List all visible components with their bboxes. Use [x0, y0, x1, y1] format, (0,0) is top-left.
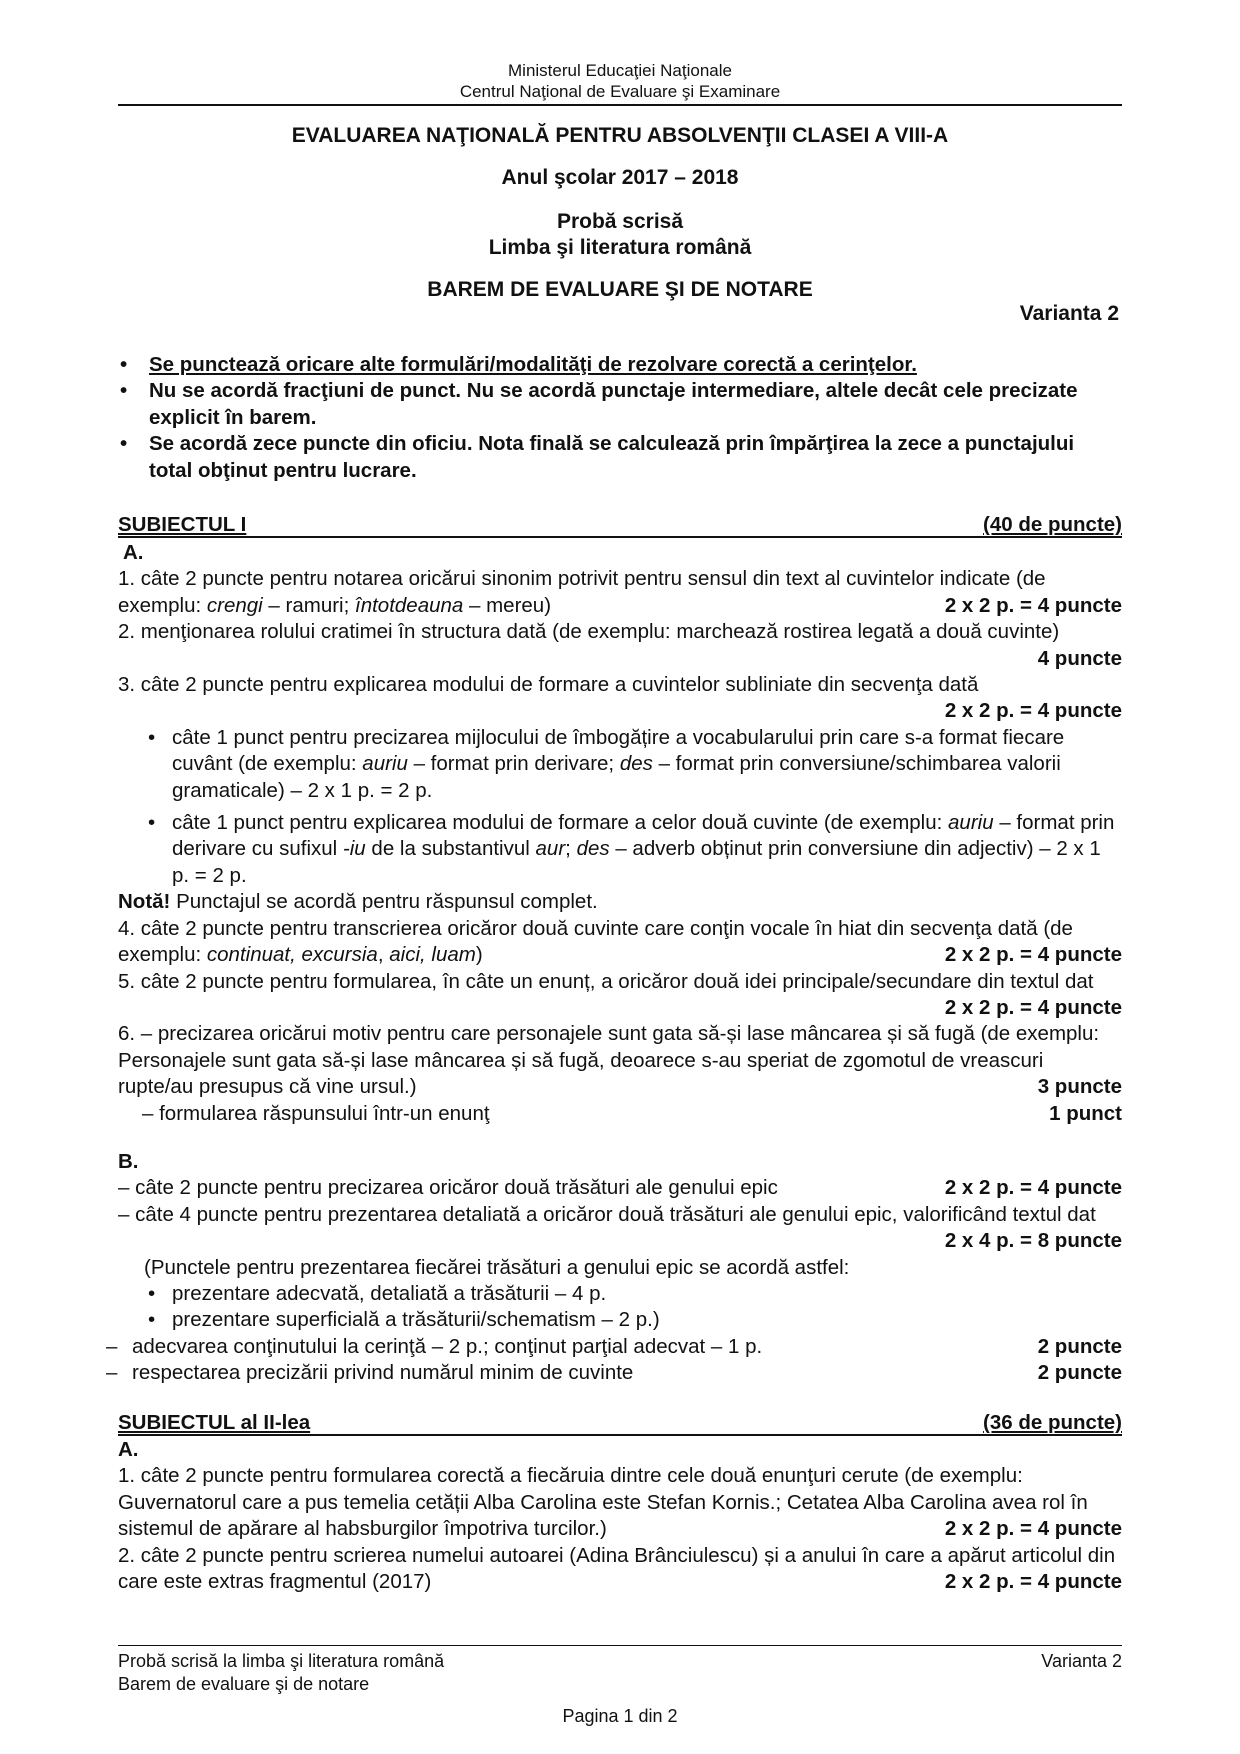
item-score: 2 x 2 p. = 4 puncte [944, 995, 1122, 1019]
part-b-item: – adecvarea conţinutului la cerinţă – 2 p.; conţinut parţial adecvat – 1 p. 2 puncte [106, 1334, 1122, 1360]
item-6: 6. – precizarea oricărui motiv pentru care personajele sunt gata să-și lase mâncarea și să fugă (de exemplu: Personajele sunt gata să-și lase mâncarea și să fugă, deoarece s-au speriat de zgomotul de vreascuri rupte/au presupus că vine ursul.) 3 puncte [118, 1021, 1122, 1100]
part-b-note-item: • prezentare adecvată, detaliată a trăsăturii – 4 p. [148, 1281, 607, 1305]
item-6b: – formularea răspunsului într-un enunţ 1 punct [118, 1101, 1122, 1127]
section-points: (40 de puncte) [983, 513, 1122, 536]
part-b-item: – respectarea precizării privind numărul minim de cuvinte 2 puncte [106, 1360, 1122, 1386]
ministry-name: Ministerul Educaţiei Naţionale [508, 61, 732, 80]
header-divider [118, 104, 1122, 106]
item-score: 3 puncte [1037, 1075, 1122, 1099]
footer-varianta: Varianta 2 [1041, 1651, 1122, 1671]
rule-item: • Nu se acordă fracţiuni de punct. Nu se acordă punctaje intermediare, altele decât cele precizate explicit în barem. [118, 378, 1122, 431]
part-b-label: B. [118, 1149, 139, 1173]
item-score: 2 puncte [1037, 1361, 1122, 1385]
item-score: 2 x 2 p. = 4 puncte [944, 699, 1122, 723]
part-b-note-item: • prezentare superficială a trăsăturii/schematism – 2 p.) [148, 1308, 660, 1332]
subject-label: Limba şi literatura română [488, 236, 752, 259]
nota: Notă! Punctajul se acordă pentru răspunsul complet. [118, 890, 598, 914]
item-score: 2 x 2 p. = 4 puncte [944, 943, 1122, 967]
rules-list [118, 352, 1122, 484]
footer-barem: Barem de evaluare şi de notare [118, 1674, 370, 1694]
center-name: Centrul Naţional de Evaluare şi Examinare [459, 82, 781, 101]
item-score: 2 x 2 p. = 4 puncte [944, 593, 1122, 617]
part-a-label: A. [118, 1438, 139, 1461]
item-3-subpoint: • câte 1 punct pentru explicarea modului de formare a celor două cuvinte (de exemplu: auriu – format prin derivare cu sufixul -iu de la substantivul aur; des – adverb obținut prin conversiune din adjectiv) – 2 x 1 p. = 2 p. [148, 811, 1115, 887]
item-score: 2 x 4 p. = 8 puncte [944, 1229, 1122, 1253]
barem-title: BAREM DE EVALUARE ŞI DE NOTARE [427, 278, 813, 301]
item-3-subpoint: • câte 1 punct pentru precizarea mijlocului de îmbogățire a vocabularului prin care s-a format fiecare cuvânt (de exemplu: auriu – format prin derivare; des – format prin conversiune/schimbarea valorii gramaticale) – 2 x 1 p. = 2 p. [148, 725, 1065, 802]
item-score: 1 punct [1049, 1101, 1122, 1125]
section-heading-2 [118, 1410, 1122, 1436]
item-3: 3. câte 2 puncte pentru explicarea modului de formare a cuvintelor subliniate din secvenţa dată 2 x 2 p. = 4 puncte [118, 672, 1122, 725]
proba-label: Probă scrisă [556, 210, 684, 233]
item-2: 2. câte 2 puncte pentru scrierea numelui autoarei (Adina Brânciulescu) și a anului în care a apărut articolul din care este extras fragmentul (2017) 2 x 2 p. = 4 puncte [118, 1543, 1122, 1596]
section-2-body [118, 1437, 1122, 1595]
item-5: 5. câte 2 puncte pentru formularea, în câte un enunț, a oricăror două idei principale/secundare din textul dat 2 x 2 p. = 4 puncte [118, 969, 1122, 1022]
footer-divider [118, 1645, 1122, 1646]
item-score: 4 puncte [1037, 646, 1122, 670]
section-title: SUBIECTUL al II-lea [118, 1411, 311, 1434]
item-4: 4. câte 2 puncte pentru transcrierea oricăror două cuvinte care conţin vocale în hiat din secvenţa dată (de exemplu: continuat, excursia, aici, luam) 2 x 2 p. = 4 puncte [118, 916, 1122, 969]
rule-item: • Se acordă zece puncte din oficiu. Nota finală se calculează prin împărţirea la zece a punctajului total obţinut pentru lucrare. [118, 431, 1122, 484]
school-year: Anul şcolar 2017 – 2018 [501, 166, 739, 189]
part-a-label: A. [123, 541, 144, 564]
section-title: SUBIECTUL I [118, 513, 247, 536]
item-score: 2 x 2 p. = 4 puncte [944, 1570, 1122, 1594]
item-score: 2 x 2 p. = 4 puncte [944, 1517, 1122, 1541]
part-b-item: – câte 2 puncte pentru precizarea oricăror două trăsături ale genului epic 2 x 2 p. = 4 puncte [118, 1175, 1122, 1201]
exam-title: EVALUAREA NAŢIONALĂ PENTRU ABSOLVENŢII CLASEI A VIII-A [291, 124, 949, 147]
page-number: Pagina 1 din 2 [562, 1706, 678, 1726]
section-1-body [106, 540, 1122, 1387]
rule-item: • Se punctează oricare alte formulări/modalităţi de rezolvare corectă a cerinţelor. [118, 352, 1122, 378]
item-1: 1. câte 2 puncte pentru formularea corectă a fiecăruia dintre cele două enunţuri cerute (de exemplu: Guvernatorul care a pus temelia cetății Alba Carolina este Stefan Kornis.; Cetatea Alba Carolina avea rol în sistemul de apărare al habsburgilor împotriva turcilor.) 2 x 2 p. = 4 puncte [118, 1463, 1122, 1542]
part-b-note: (Punctele pentru prezentarea fiecărei trăsături a genului epic se acordă astfel: [144, 1255, 850, 1279]
item-score: 2 x 2 p. = 4 puncte [944, 1176, 1122, 1200]
item-score: 2 puncte [1037, 1334, 1122, 1358]
item-2: 2. menţionarea rolului cratimei în structura dată (de exemplu: marchează rostirea legată a două cuvinte) 4 puncte [118, 619, 1122, 672]
footer-line-1 [118, 1650, 1122, 1672]
varianta-label: Varianta 2 [1019, 302, 1119, 325]
footer-subject: Probă scrisă la limba şi literatura română [118, 1651, 445, 1671]
part-b-item: – câte 4 puncte pentru prezentarea detaliată a oricăror două trăsături ale genului epic, valorificând textul dat 2 x 4 p. = 8 puncte [118, 1202, 1122, 1255]
item-1: 1. câte 2 puncte pentru notarea oricărui sinonim potrivit pentru sensul din text al cuvintelor indicate (de exemplu: crengi – ramuri; întotdeauna – mereu) 2 x 2 p. = 4 puncte [118, 566, 1122, 619]
section-heading-1 [118, 512, 1122, 538]
section-points: (36 de puncte) [983, 1411, 1122, 1434]
